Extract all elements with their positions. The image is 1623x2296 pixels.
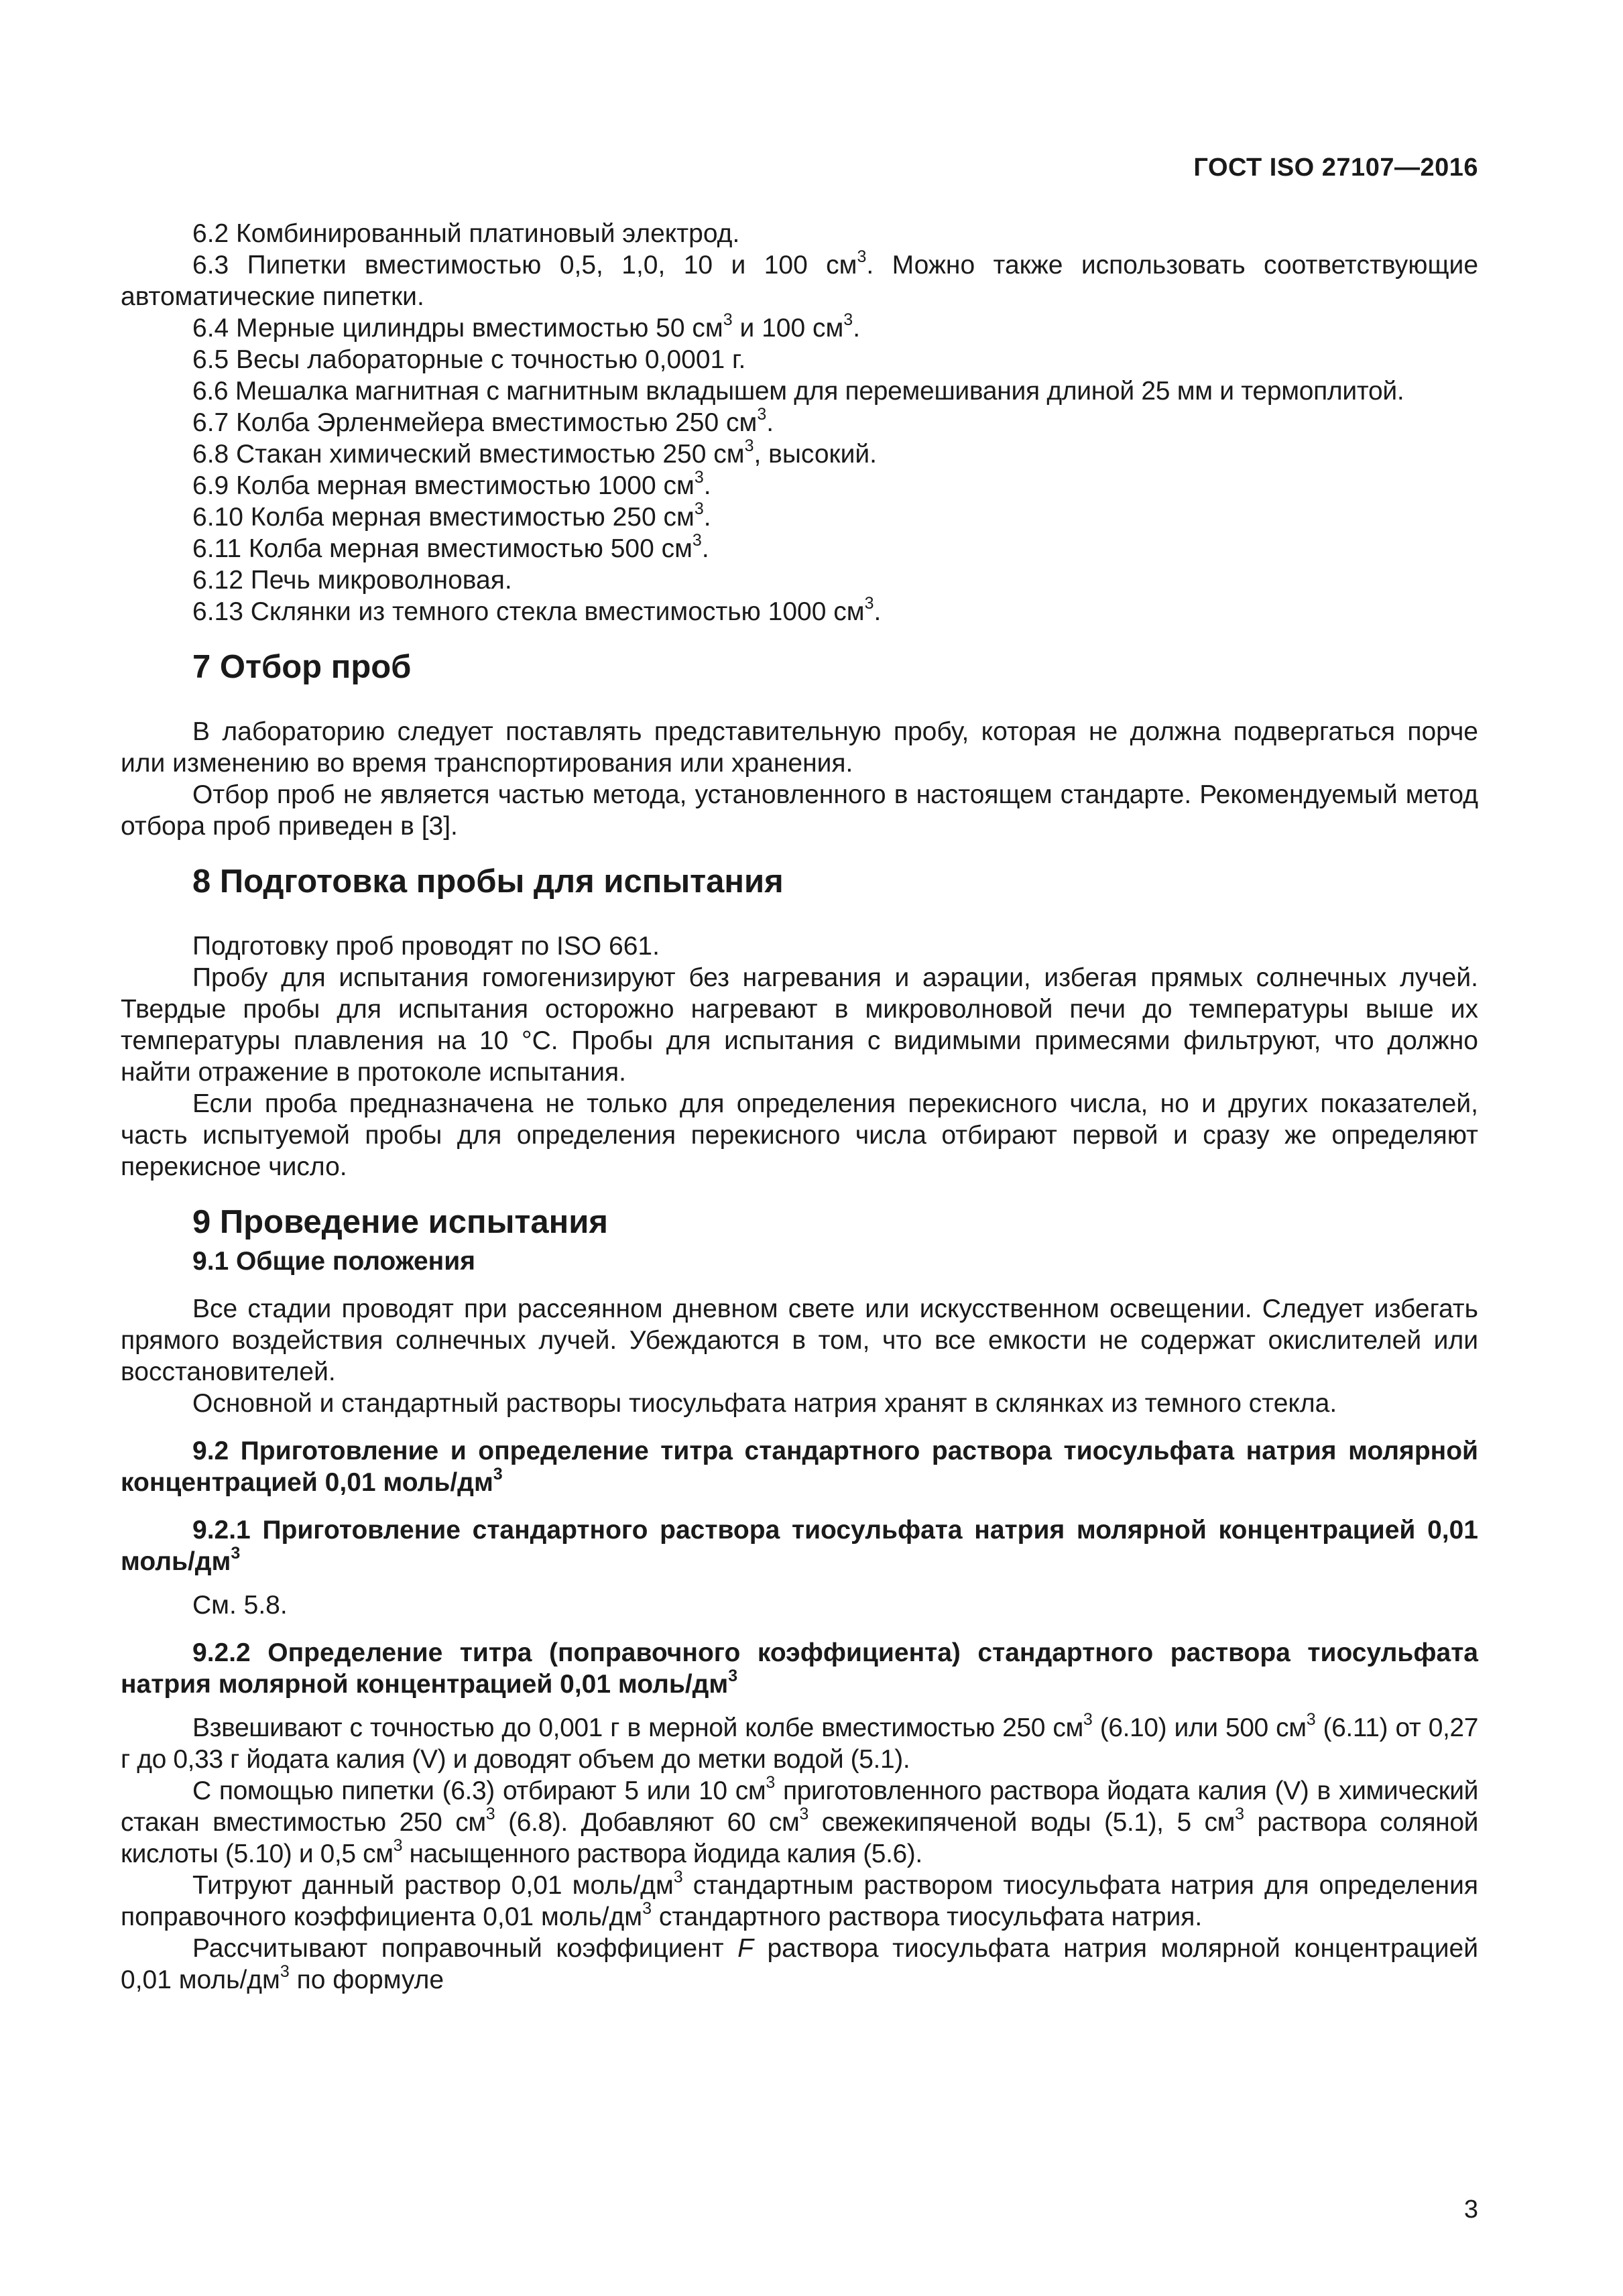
- subsection-9-2-2-paragraph-4: Рассчитывают поправочный коэффициент F раствора тиосульфата натрия молярной концентрацией 0,01 моль/$дм^3$ по формуле: [121, 1934, 1478, 1994]
- list-item-6-2: 6.2 Комбинированный платиновый электрод.: [192, 219, 740, 248]
- section-8-paragraph-3: Если проба предназначена не только для определения перекисного числа, но и других показателей, часть испытуемой пробы для определения перекисного числа отбирают первой и сразу же определяют перекисное число.: [121, 1089, 1478, 1181]
- subsection-9-1-paragraph-2: Основной и стандартный растворы тиосульфата натрия хранят в склянках из темного стекла.: [192, 1389, 1337, 1418]
- subsection-9-2-1-paragraph-1: См. 5.8.: [192, 1591, 288, 1620]
- list-item-6-7: 6.7 Колба Эрленмейера вместимостью 250 $см^3$.: [192, 405, 774, 437]
- subsection-9-2-2-paragraph-1: Взвешивают с точностью до 0,001 г в мерной колбе вместимостью 250 $см^3$ (6.10) или 500 $см^3$ (6.11) от 0,27 г до 0,33 г йодата калия (V) и доводят объем до метки водой (5.1).: [121, 1710, 1478, 1774]
- section-7-paragraph-2: Отбор проб не является частью метода, установленного в настоящем стандарте. Рекомендуемый метод отбора проб приведен в [3].: [121, 780, 1478, 841]
- document-code: ГОСТ ISO 27107—2016: [1193, 154, 1478, 182]
- section-7-paragraph-1: В лабораторию следует поставлять представительную пробу, которая не должна подвергаться порче или изменению во время транспортирования или хранения.: [121, 717, 1478, 778]
- subsection-9-2-2-paragraph-2: С помощью пипетки (6.3) отбирают 5 или 10 $см^3$ приготовленного раствора йодата калия (V) в химический стакан вместимостью 250 $см^3$ (6.8). Добавляют 60 $см^3$ свежекипяченой воды (5.1), 5 $см^3$ раствора соляной кислоты (5.10) и 0,5 $см^3$ насыщенного раствора йодида калия (5.6).: [121, 1773, 1479, 1868]
- list-item-6-8: 6.8 Стакан химический вместимостью 250 $см^3$, высокий.: [192, 436, 878, 469]
- document-page: [121, 151, 1478, 2249]
- subsection-9-2-1-heading: 9.2.1 Приготовление стандартного раствора тиосульфата натрия молярной концентрацией 0,01 моль/$дм^3$: [121, 1516, 1478, 1576]
- subsection-9-2-2-heading: 9.2.2 Определение титра (поправочного коэффициента) стандартного раствора тиосульфата натрия молярной концентрацией 0,01 моль/$дм^3$: [121, 1638, 1478, 1699]
- subsection-9-1-paragraph-1: Все стадии проводят при рассеянном дневном свете или искусственном освещении. Следует избегать прямого воздействия солнечных лучей. Убеждаются в том, что все емкости не содержат окислителей или восстановителей.: [121, 1294, 1478, 1386]
- list-item-6-9: 6.9 Колба мерная вместимостью 1000 $см^3$.: [192, 468, 711, 500]
- section-7-heading: 7 Отбор проб: [192, 649, 412, 685]
- section-8-paragraph-1: Подготовку проб проводят по ISO 661.: [192, 932, 660, 961]
- section-8-heading: 8 Подготовка пробы для испытания: [192, 863, 784, 900]
- list-item-6-10: 6.10 Колба мерная вместимостью 250 $см^3$.: [192, 499, 711, 532]
- subsection-9-2-2-paragraph-3: Титруют данный раствор 0,01 моль/$дм^3$ стандартным раствором тиосульфата натрия для определения поправочного коэффициента 0,01 моль/$дм^3$ стандартного раствора тиосульфата натрия.: [121, 1868, 1478, 1931]
- page-number: 3: [1463, 2195, 1478, 2224]
- list-item-6-13: 6.13 Склянки из темного стекла вместимостью 1000 $см^3$.: [192, 594, 882, 626]
- list-item-6-4: 6.4 Мерные цилиндры вместимостью 50 $см^3$ и 100 $см^3$.: [192, 310, 861, 343]
- list-item-6-6: 6.6 Мешалка магнитная с магнитным вкладышем для перемешивания длиной 25 мм и термоплитой.: [192, 377, 1404, 406]
- subsection-9-2-heading: 9.2 Приготовление и определение титра стандартного раствора тиосульфата натрия молярной концентрацией 0,01 моль/$дм^3$: [121, 1437, 1478, 1497]
- list-item-6-12: 6.12 Печь микроволновая.: [192, 566, 512, 595]
- list-item-6-5: 6.5 Весы лабораторные с точностью 0,0001 г.: [192, 345, 746, 374]
- page-content: [121, 218, 1478, 1996]
- section-9-heading: 9 Проведение испытания: [192, 1204, 608, 1240]
- subsection-9-1-heading: 9.1 Общие положения: [192, 1247, 475, 1276]
- section-8-paragraph-2: Пробу для испытания гомогенизируют без нагревания и аэрации, избегая прямых солнечных лучей. Твердые пробы для испытания осторожно нагревают в микроволновой печи до температуры выше их температуры плавления на 10 °С. Пробы для испытания с видимыми примесями фильтруют, что должно найти отражение в протоколе испытания.: [121, 963, 1478, 1087]
- variable-f: F: [737, 1934, 754, 1963]
- list-item-6-3: 6.3 Пипетки вместимостью 0,5, 1,0, 10 и 100 $см^3$. Можно также использовать соответствующие автоматические пипетки.: [121, 247, 1479, 311]
- list-item-6-11: 6.11 Колба мерная вместимостью 500 $см^3$.: [192, 531, 709, 563]
